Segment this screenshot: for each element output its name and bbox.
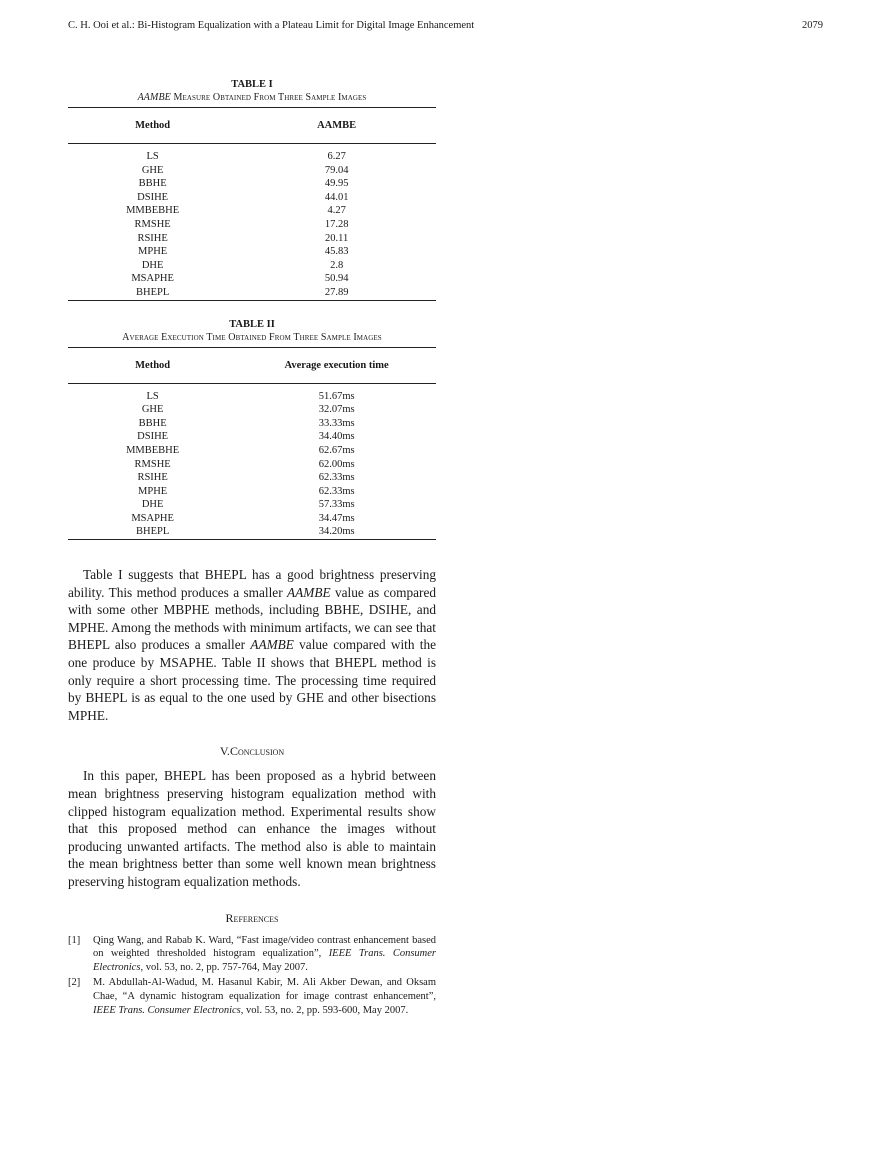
table-row: DSIHE 34.40ms (137, 431, 355, 443)
reference-item: [1] Qing Wang, and Rabab K. Ward, “Fast image/video contrast enhancement based on weighted thresholded histogram equalization”, IEEE Trans. Consumer Electronics, vol. 53, no. 2, pp. 757-764, May 2007. (68, 934, 436, 973)
table2-header-method: Method (135, 359, 171, 371)
table2 (68, 347, 436, 541)
table-row: MPHE 62.33ms (138, 485, 355, 497)
page-number: 2079 (802, 20, 823, 31)
table-row: RSIHE 62.33ms (137, 472, 355, 484)
table-row: MMBEBHE 4.27 (126, 205, 346, 217)
table2-label: TABLE II (229, 318, 275, 330)
table2-title: Average Execution Time Obtained From Three Sample Images (122, 331, 382, 343)
table1-caption (68, 78, 436, 104)
table2-header-time: Average execution time (284, 359, 389, 371)
table-row: DHE 2.8 (141, 259, 344, 271)
table-row: MSAPHE 50.94 (131, 273, 349, 285)
table2-caption (68, 318, 436, 344)
table-row: RMSHE 17.28 (134, 218, 349, 230)
conclusion-heading: V.Conclusion (219, 744, 285, 759)
table-row: MMBEBHE 62.67ms (126, 444, 355, 456)
reference-item: [2] M. Abdullah-Al-Wadud, M. Hasanul Kabir, M. Ali Akber Dewan, and Oksam Chae, “A dynamic histogram equalization for image contrast enhancement”, IEEE Trans. Consumer Electronics, vol. 53, no. 2, pp. 593-600, May 2007. (68, 977, 436, 1016)
table1-label: TABLE I (231, 79, 273, 90)
references-heading: References (225, 910, 279, 925)
running-title: C. H. Ooi et al.: Bi-Histogram Equalization with a Plateau Limit for Digital Image Enhancement (68, 20, 475, 31)
left-column (68, 78, 436, 1019)
table-row: LS 6.27 (146, 151, 346, 162)
table1-title: AAMBE Measure Obtained From Three Sample Images (137, 92, 367, 103)
table-row: BHEPL 34.20ms (68, 525, 436, 539)
table-row: RSIHE 20.11 (137, 232, 349, 244)
table-row: LS 51.67ms (146, 390, 355, 402)
table1 (68, 107, 436, 301)
table1-header-aambe: AAMBE (317, 120, 357, 131)
table-row: BBHE 49.95 (138, 178, 349, 190)
conclusion-paragraph: In this paper, BHEPL has been proposed as a hybrid between mean brightness preserving histogram equalization method with clipped histogram equalization method. Experimental results show that this proposed method can enhance the images without producing unwanted artifacts. The method also is able to maintain the mean brightness better than some well known mean brightness preserving histogram equalization methods. (68, 768, 436, 889)
table-row: DSIHE 44.01 (137, 191, 349, 203)
results-paragraph: Table I suggests that BHEPL has a good brightness preserving ability. This method produces a smaller AAMBE value as compared with some other MBPHE methods, including BBHE, DSIHE, and MPHE. Among the methods with minimum artifacts, we can see that BHEPL also produces a smaller AAMBE value compared with the one produce by MSAPHE. Table II shows that BHEPL method is only require a short processing time. The processing time required by BHEPL is as equal to the one used by GHE and other bisections MPHE. (68, 567, 436, 723)
table-row: MSAPHE 34.47ms (131, 512, 355, 524)
table1-header-method: Method (135, 120, 171, 131)
table-row: MPHE 45.83 (138, 246, 349, 258)
table-row: DHE 57.33ms (141, 499, 355, 511)
table-row: BHEPL 27.89 (68, 286, 436, 300)
table-row: GHE 79.04 (141, 164, 349, 176)
table-row: GHE 32.07ms (141, 404, 355, 416)
table-row: BBHE 33.33ms (138, 417, 355, 429)
table-row: RMSHE 62.00ms (134, 458, 355, 470)
